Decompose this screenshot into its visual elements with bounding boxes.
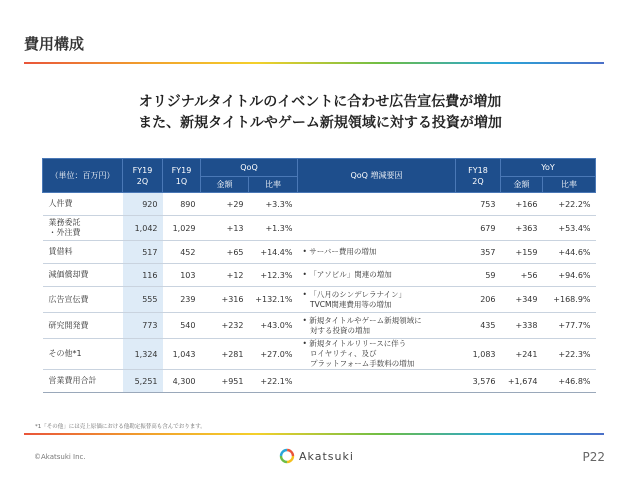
yoy-ratio-value: +168.9% xyxy=(543,287,596,313)
fy19-1q-value: 4,300 xyxy=(163,370,201,393)
yoy-header: YoY xyxy=(501,159,596,177)
table-row xyxy=(43,216,596,241)
fy18-2q-value: 3,576 xyxy=(456,370,501,393)
fy18-2q-value: 206 xyxy=(456,287,501,313)
qoq-amount-value: +281 xyxy=(201,339,249,370)
fy18-2q-value: 357 xyxy=(456,241,501,264)
qoq-amount-value: +13 xyxy=(201,216,249,241)
table-row xyxy=(43,313,596,339)
fy18-2q-value: 435 xyxy=(456,313,501,339)
row-label: その他*1 xyxy=(43,339,123,370)
headline-line-2: また、新規タイトルやゲーム新規領域に対する投資が増加 xyxy=(138,115,502,131)
bottom-divider xyxy=(24,433,604,435)
page-title: 費用構成 xyxy=(24,35,85,53)
qoq-amount-value: +951 xyxy=(201,370,249,393)
fy18-2q-header: FY18 2Q xyxy=(456,159,501,193)
qoq-reason-value xyxy=(298,216,456,241)
company-logo xyxy=(279,448,354,464)
fy19-1q-value: 103 xyxy=(163,264,201,287)
yoy-ratio-value: +53.4% xyxy=(543,216,596,241)
yoy-amount-value: +56 xyxy=(501,264,543,287)
row-label: 研究開発費 xyxy=(43,313,123,339)
page-number: P22 xyxy=(582,450,605,464)
qoq-reason-value: • 新規タイトルリリースに伴う ロイヤリティ、及び プラットフォーム手数料の増加 xyxy=(298,339,456,370)
fy18-2q-value: 679 xyxy=(456,216,501,241)
qoq-ratio-value: +27.0% xyxy=(249,339,298,370)
row-label: 減価償却費 xyxy=(43,264,123,287)
yoy-ratio-value: +94.6% xyxy=(543,264,596,287)
qoq-reason-header: QoQ 増減要因 xyxy=(298,159,456,193)
logo-text: Akatsuki xyxy=(299,449,354,463)
akatsuki-ring-logo-icon xyxy=(279,448,295,464)
row-label: 業務委託 ・外注費 xyxy=(43,216,123,241)
fy19-1q-value: 239 xyxy=(163,287,201,313)
qoq-ratio-value: +14.4% xyxy=(249,241,298,264)
qoq-amount-header: 金額 xyxy=(201,177,249,193)
yoy-ratio-value: +22.3% xyxy=(543,339,596,370)
yoy-ratio-value: +77.7% xyxy=(543,313,596,339)
copyright: ©Akatsuki Inc. xyxy=(34,453,86,461)
yoy-amount-value: +363 xyxy=(501,216,543,241)
fy19-1q-value: 452 xyxy=(163,241,201,264)
table-row xyxy=(43,264,596,287)
qoq-ratio-value: +132.1% xyxy=(249,287,298,313)
top-divider xyxy=(24,62,604,64)
qoq-reason-value: • 「アソビル」関連の増加 xyxy=(298,264,456,287)
table-row xyxy=(43,339,596,370)
yoy-amount-value: +1,674 xyxy=(501,370,543,393)
qoq-amount-value: +12 xyxy=(201,264,249,287)
qoq-reason-value xyxy=(298,370,456,393)
row-label: 広告宣伝費 xyxy=(43,287,123,313)
qoq-amount-value: +232 xyxy=(201,313,249,339)
fy18-2q-value: 1,083 xyxy=(456,339,501,370)
yoy-amount-header: 金額 xyxy=(501,177,543,193)
row-label: 賃借料 xyxy=(43,241,123,264)
fy19-1q-value: 1,043 xyxy=(163,339,201,370)
qoq-reason-value: • 「八月のシンデレラナイン」 TVCM関連費用等の増加 xyxy=(298,287,456,313)
fy19-2q-value: 920 xyxy=(123,193,163,216)
row-label: 人件費 xyxy=(43,193,123,216)
fy19-2q-value: 5,251 xyxy=(123,370,163,393)
cost-table xyxy=(42,158,596,393)
qoq-amount-value: +29 xyxy=(201,193,249,216)
fy19-2q-value: 773 xyxy=(123,313,163,339)
qoq-amount-value: +65 xyxy=(201,241,249,264)
fy19-2q-header: FY19 2Q xyxy=(123,159,163,193)
yoy-ratio-value: +44.6% xyxy=(543,241,596,264)
footnote: *1「その他」には売上原価における他勘定振替高も含んでおります。 xyxy=(35,424,206,430)
yoy-amount-value: +241 xyxy=(501,339,543,370)
yoy-amount-value: +349 xyxy=(501,287,543,313)
yoy-ratio-header: 比率 xyxy=(543,177,596,193)
qoq-reason-value: • 新規タイトルやゲーム新規領域に 対する投資の増加 xyxy=(298,313,456,339)
yoy-amount-value: +166 xyxy=(501,193,543,216)
qoq-ratio-value: +43.0% xyxy=(249,313,298,339)
headline-line-1: オリジナルタイトルのイベントに合わせ広告宣伝費が増加 xyxy=(138,94,502,110)
qoq-ratio-header: 比率 xyxy=(249,177,298,193)
yoy-amount-value: +159 xyxy=(501,241,543,264)
yoy-ratio-value: +46.8% xyxy=(543,370,596,393)
qoq-reason-value: • サーバー費用の増加 xyxy=(298,241,456,264)
fy19-1q-value: 540 xyxy=(163,313,201,339)
table-row xyxy=(43,370,596,393)
unit-header: （単位：百万円） xyxy=(43,159,123,193)
yoy-amount-value: +338 xyxy=(501,313,543,339)
fy19-2q-value: 1,324 xyxy=(123,339,163,370)
fy19-1q-value: 1,029 xyxy=(163,216,201,241)
table-row xyxy=(43,193,596,216)
row-label: 営業費用合計 xyxy=(43,370,123,393)
yoy-ratio-value: +22.2% xyxy=(543,193,596,216)
fy19-2q-value: 555 xyxy=(123,287,163,313)
fy19-2q-value: 1,042 xyxy=(123,216,163,241)
table-row xyxy=(43,287,596,313)
qoq-header: QoQ xyxy=(201,159,298,177)
fy18-2q-value: 59 xyxy=(456,264,501,287)
qoq-ratio-value: +22.1% xyxy=(249,370,298,393)
fy18-2q-value: 753 xyxy=(456,193,501,216)
table-row xyxy=(43,241,596,264)
qoq-ratio-value: +12.3% xyxy=(249,264,298,287)
qoq-ratio-value: +3.3% xyxy=(249,193,298,216)
qoq-reason-value xyxy=(298,193,456,216)
qoq-amount-value: +316 xyxy=(201,287,249,313)
qoq-ratio-value: +1.3% xyxy=(249,216,298,241)
fy19-1q-header: FY19 1Q xyxy=(163,159,201,193)
fy19-2q-value: 517 xyxy=(123,241,163,264)
fy19-1q-value: 890 xyxy=(163,193,201,216)
fy19-2q-value: 116 xyxy=(123,264,163,287)
